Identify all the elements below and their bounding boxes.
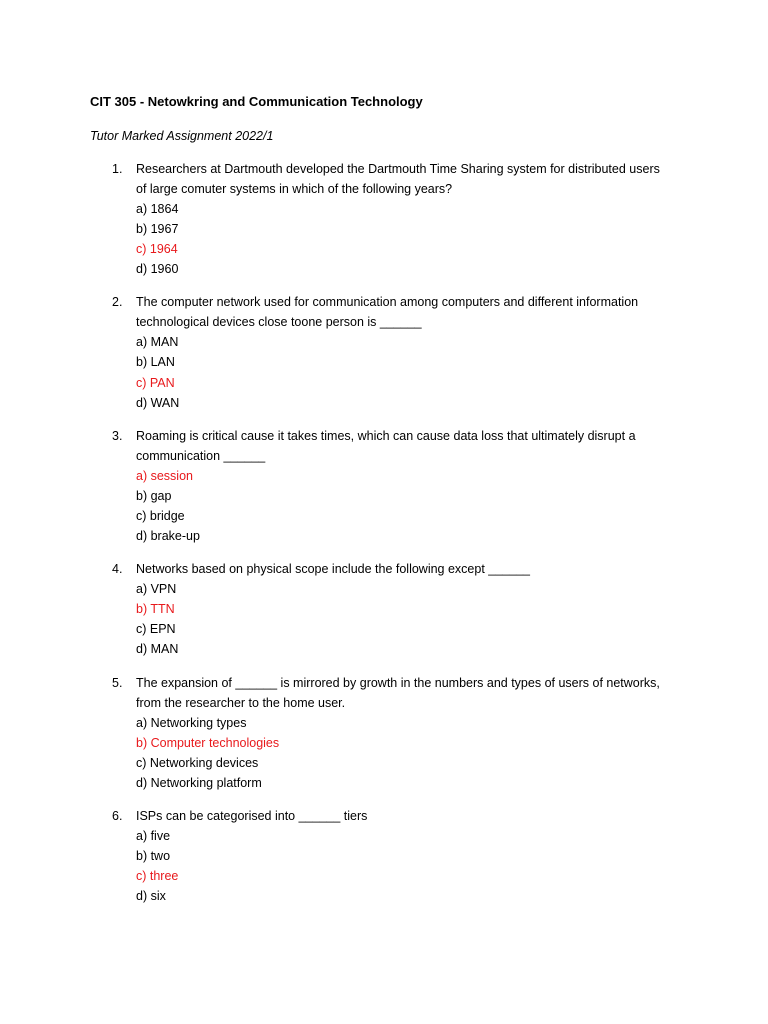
answer-option: b) LAN <box>136 355 175 370</box>
question-number: 5. <box>112 675 123 690</box>
answer-option: a) VPN <box>136 582 177 597</box>
question-text-line: ISPs can be categorised into ______ tiers <box>136 808 368 823</box>
document-subtitle: Tutor Marked Assignment 2022/1 <box>90 129 274 143</box>
question-item <box>90 159 690 279</box>
question-number: 1. <box>112 162 123 176</box>
answer-option: d) brake-up <box>136 529 200 544</box>
question-text-line: technological devices close toone person is ______ <box>136 315 422 330</box>
answer-option: b) two <box>136 848 171 863</box>
answer-option: c) bridge <box>136 508 185 523</box>
question-item <box>90 559 690 659</box>
answer-option-correct: c) three <box>136 869 179 884</box>
question-text-line: from the researcher to the home user. <box>136 695 346 710</box>
answer-option: c) EPN <box>136 622 176 637</box>
question-text-line: Networks based on physical scope include the following except ______ <box>136 562 530 577</box>
answer-option: a) Networking types <box>136 715 247 730</box>
answer-option-correct: a) session <box>136 468 193 483</box>
question-item <box>90 673 690 793</box>
answer-option-correct: c) PAN <box>136 375 175 390</box>
answer-option-correct: c) 1964 <box>136 242 178 257</box>
question-text-line: Roaming is critical cause it takes times, which can cause data loss that ultimately disrupt a <box>136 428 636 443</box>
document-title: CIT 305 - Netowkring and Communication Technology <box>90 94 423 109</box>
question-text-line: The expansion of ______ is mirrored by growth in the numbers and types of users of networks, <box>136 675 660 690</box>
answer-option: c) Networking devices <box>136 755 259 770</box>
question-number: 3. <box>112 428 123 443</box>
question-item <box>90 806 690 906</box>
question-number: 4. <box>112 562 123 577</box>
question-item <box>90 426 690 546</box>
answer-option: a) 1864 <box>136 202 179 216</box>
answer-option: b) gap <box>136 488 172 503</box>
answer-option: a) five <box>136 828 171 843</box>
question-list <box>90 159 690 919</box>
question-text-line: Researchers at Dartmouth developed the Dartmouth Time Sharing system for distributed users <box>136 162 660 176</box>
answer-option: d) Networking platform <box>136 775 262 790</box>
question-text-line: of large comuter systems in which of the following years? <box>136 182 453 196</box>
question-text-line: communication ______ <box>136 448 266 463</box>
answer-option: d) 1960 <box>136 262 179 277</box>
question-number: 6. <box>112 808 123 823</box>
answer-option: d) MAN <box>136 642 179 657</box>
question-item <box>90 292 690 412</box>
answer-option-correct: b) Computer technologies <box>136 735 280 750</box>
answer-option: b) 1967 <box>136 222 179 237</box>
answer-option: d) six <box>136 889 166 904</box>
question-text-line: The computer network used for communication among computers and different information <box>136 295 639 310</box>
answer-option: d) WAN <box>136 395 180 410</box>
answer-option: a) MAN <box>136 335 179 350</box>
question-number: 2. <box>112 295 123 310</box>
answer-option-correct: b) TTN <box>136 602 175 617</box>
